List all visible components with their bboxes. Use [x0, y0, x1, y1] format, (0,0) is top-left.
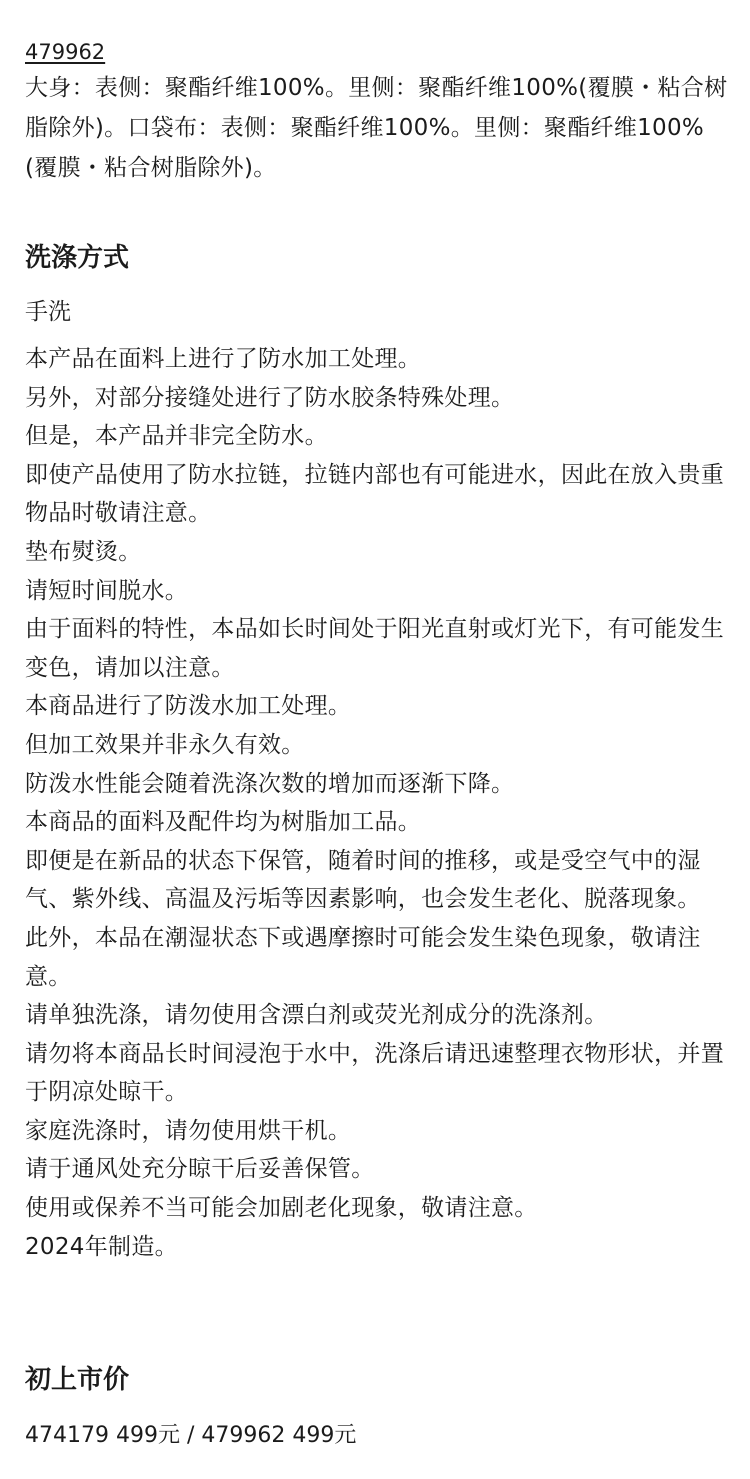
- care-note: 请单独洗涤，请勿使用含漂白剂或荧光剂成分的洗涤剂。: [25, 1002, 608, 1029]
- care-note: 但加工效果并非永久有效。: [25, 731, 305, 758]
- care-note: 垫布熨烫。: [25, 538, 142, 565]
- product-code-link[interactable]: 479962: [25, 40, 106, 64]
- care-note: 使用或保养不当可能会加剧老化现象，敬请注意。: [25, 1195, 538, 1222]
- care-note: 此外，本品在潮湿状态下或遇摩擦时可能会发生染色现象，敬请注意。: [25, 924, 701, 990]
- care-note: 本商品进行了防泼水加工处理。: [25, 693, 352, 720]
- care-note: 本产品在面料上进行了防水加工处理。: [25, 346, 422, 372]
- care-note: 家庭洗涤时，请勿使用烘干机。: [25, 1117, 352, 1144]
- washing-heading: 洗涤方式: [25, 243, 130, 273]
- care-note: 2024年制造。: [25, 1233, 178, 1260]
- care-note: 即便是在新品的状态下保管，随着时间的推移，或是受空气中的湿气、紫外线、高温及污垢等因素影响，也会发生老化、脱落现象。: [25, 847, 701, 913]
- care-note: 请短时间脱水。: [25, 577, 189, 604]
- care-note: 本商品的面料及配件均为树脂加工品。: [25, 809, 422, 836]
- care-note: 请于通风处充分晾干后妥善保管。: [25, 1156, 375, 1183]
- care-instructions-list: [25, 340, 730, 1266]
- care-note: 由于面料的特性，本品如长时间处于阳光直射或灯光下，有可能发生变色，请加以注意。: [25, 616, 724, 681]
- price-heading: 初上市价: [25, 1365, 130, 1395]
- care-note: 即使产品使用了防水拉链，拉链内部也有可能进水，因此在放入贵重物品时敬请注意。: [25, 461, 724, 527]
- care-note: 防泼水性能会随着洗涤次数的增加而逐渐下降。: [25, 770, 515, 797]
- care-note: 但是，本产品并非完全防水。: [25, 423, 328, 450]
- material-composition: 大身：表侧：聚酯纤维100%。里侧：聚酯纤维100%(覆膜・粘合树脂除外)。口袋布：表侧：聚酯纤维100%。里侧：聚酯纤维100%(覆膜・粘合树脂除外)。: [25, 75, 728, 181]
- care-note: 另外，对部分接缝处进行了防水胶条特殊处理。: [25, 384, 515, 411]
- wash-method: 手洗: [25, 299, 71, 325]
- care-note: 请勿将本商品长时间浸泡于水中，洗涤后请迅速整理衣物形状，并置于阴凉处晾干。: [25, 1040, 724, 1106]
- price-text: 474179 499元 / 479962 499元: [25, 1423, 357, 1448]
